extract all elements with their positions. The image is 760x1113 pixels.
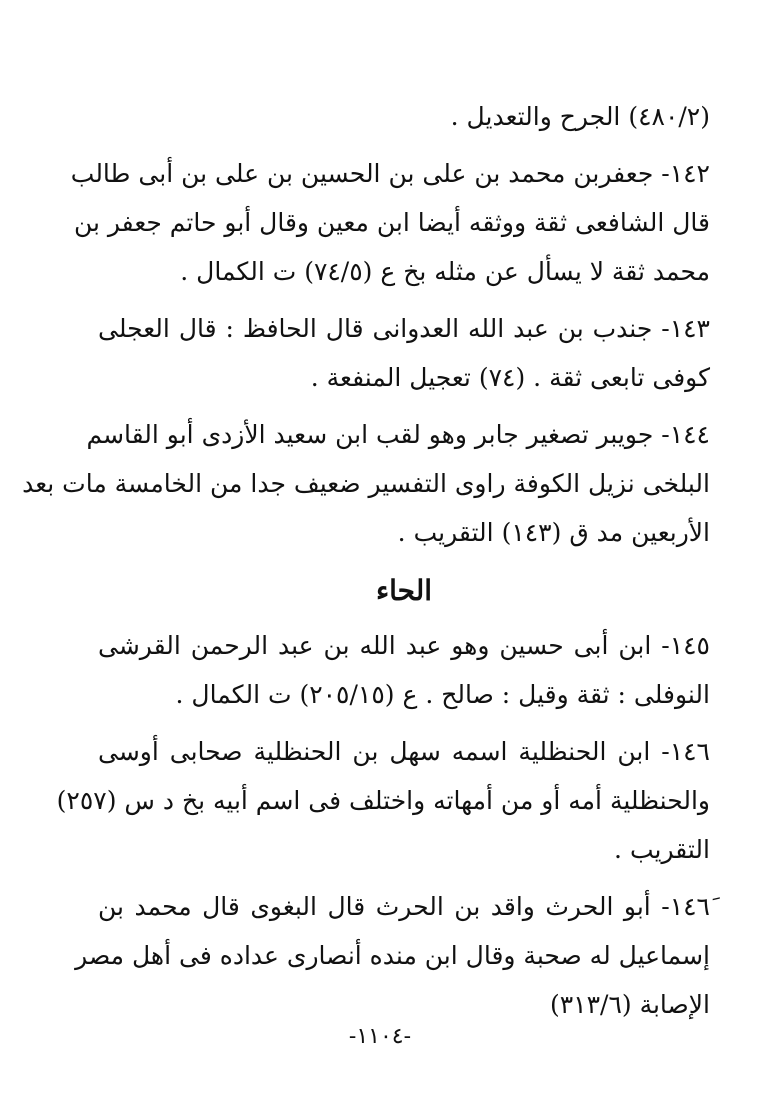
entry-line: الإصابة (٣١٣/٦) [549,990,710,1019]
entry-line: ١٤٦َ- أبو الحرث واقد بن الحرث قال البغوى قال محمد بن [98,892,710,921]
section-heading: الحاء [375,574,433,607]
entry-line: قال الشافعى ثقة ووثقه أيضا ابن معين وقال أبو حاتم جعفر بن [73,208,710,237]
entry-line: الأربعين مد ق (١٤٣) التقريب . [397,518,710,547]
entry-line: النوفلى : ثقة وقيل : صالح . ع (٢٠٥/١٥) ت الكمال . [175,680,710,709]
page-content [22,92,710,1037]
entry-line: ١٤٥- ابن أبى حسين وهو عبد الله بن عبد الرحمن القرشى [98,631,710,660]
page-number: -١١٠٤- [348,1024,412,1049]
entry-line: (٤٨٠/٢) الجرح والتعديل . [450,102,710,131]
entry-line: كوفى تابعى ثقة . (٧٤) تعجيل المنفعة . [310,363,710,392]
entries-bottom [56,621,710,1029]
entry [98,92,710,141]
entry-line: التقريب . [614,835,710,864]
entry [22,410,710,557]
entry-line: والحنظلية أمه أو من أمهاته واختلف فى اسم أبيه بخ د س (٢٥٧) [56,786,710,815]
entry [98,621,710,719]
entry-line: البلخى نزيل الكوفة راوى التفسير ضعيف جدا من الخامسة مات بعد [22,469,710,498]
entries-top [22,92,710,557]
entry [56,727,710,874]
entry-line: ١٤٣- جندب بن عبد الله العدوانى قال الحافظ : قال العجلى [98,314,710,343]
entry-line: إسماعيل له صحبة وقال ابن منده أنصارى عداده فى أهل مصر [75,941,710,970]
entry-line: محمد ثقة لا يسأل عن مثله بخ ع (٧٤/٥) ت الكمال . [180,257,710,286]
entry [75,882,710,1029]
entry [98,304,710,402]
entry [70,149,710,296]
entry-line: ١٤٢- جعفربن محمد بن على بن الحسين بن على بن أبى طالب [70,159,710,188]
entry-line: ١٤٤- جويبر تصغير جابر وهو لقب ابن سعيد الأزدى أبو القاسم [86,420,710,449]
entry-line: ١٤٦- ابن الحنظلية اسمه سهل بن الحنظلية صحابى أوسى [98,737,710,766]
